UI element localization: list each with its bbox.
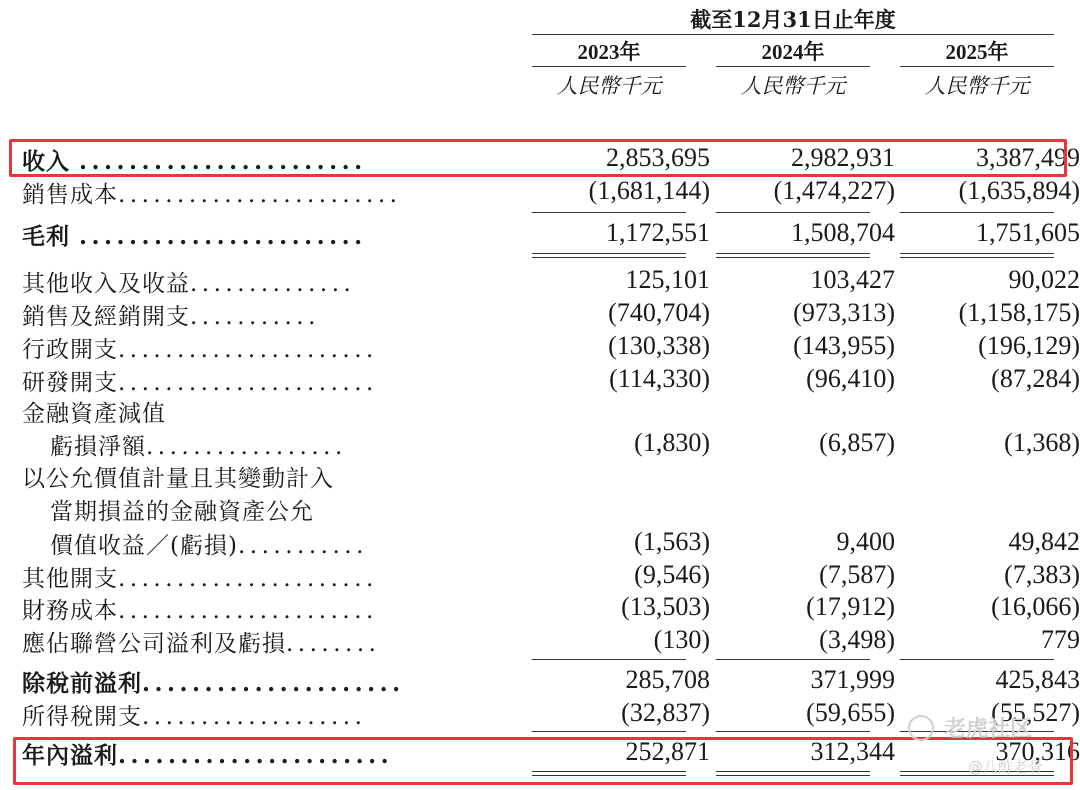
row-label: 其他開支......................	[22, 566, 378, 592]
subtotal-rule	[532, 212, 686, 213]
highlight-box-revenue	[9, 139, 1067, 177]
row-finance-costs	[22, 592, 1080, 624]
value-2023: (32,837)	[621, 698, 710, 727]
value-2025: (1,635,894)	[958, 176, 1080, 205]
subtotal-rule	[900, 659, 1054, 660]
value-2024: 312,344	[810, 737, 895, 766]
unit-label: 人民幣千元	[556, 74, 662, 98]
row-label: 金融資產減值	[22, 401, 166, 427]
year-2025: 2025年	[945, 40, 1009, 64]
row-profit-before-tax	[22, 665, 1080, 697]
period-title: 截至12月31日止年度	[690, 7, 896, 32]
value-2025: (1,158,175)	[958, 298, 1080, 327]
value-2023: 1,172,551	[606, 218, 710, 247]
value-2025: 90,022	[1008, 265, 1080, 294]
value-2024: (7,587)	[819, 560, 895, 589]
row-label: 銷售成本........................	[22, 182, 402, 208]
row-label: 收入 .......................	[22, 148, 367, 175]
row-label: 財務成本......................	[22, 598, 378, 624]
year-2023: 2023年	[577, 40, 641, 64]
row-other-expenses	[22, 560, 1080, 592]
value-2025: (196,129)	[978, 331, 1080, 360]
unit-label: 人民幣千元	[924, 74, 1030, 98]
highlight-box-profit	[13, 737, 1073, 785]
value-2024: (59,655)	[806, 698, 895, 727]
value-2025: 49,842	[1008, 527, 1080, 556]
value-2024: (3,498)	[819, 625, 895, 654]
row-label: 虧損淨額.................	[50, 434, 347, 460]
value-2024: (96,410)	[806, 364, 895, 393]
row-label: 毛利 .......................	[22, 223, 367, 250]
value-2023: 285,708	[625, 665, 710, 694]
year-rule-1	[532, 66, 686, 67]
row-label: 應佔聯營公司溢利及虧損........	[22, 631, 381, 657]
value-2024: 371,999	[810, 665, 895, 694]
unit-label: 人民幣千元	[740, 74, 846, 98]
subtotal-rule	[532, 659, 686, 660]
value-2024: 103,427	[810, 265, 895, 294]
value-2024: 2,982,931	[791, 143, 895, 172]
row-label: 所得稅開支...................	[22, 704, 367, 730]
subtotal-rule	[716, 212, 870, 213]
row-label: 當期損益的金融資產公允	[50, 499, 314, 525]
row-impairment-losses	[22, 428, 1080, 460]
row-selling-expenses	[22, 298, 1080, 330]
year-rule-3	[900, 66, 1054, 67]
value-2024: (973,313)	[793, 298, 895, 327]
value-2023: (9,546)	[634, 560, 710, 589]
value-2025: 1,751,605	[976, 218, 1080, 247]
row-gross-profit	[22, 218, 1080, 250]
value-2024: (6,857)	[819, 428, 895, 457]
double-rule	[532, 253, 686, 258]
row-label: 價值收益／(虧損)...........	[50, 533, 368, 559]
value-2025: (7,383)	[1004, 560, 1080, 589]
watermark-brand: 老虎社区	[944, 717, 1033, 742]
value-2025: 779	[1041, 625, 1080, 654]
value-2025: (55,527)	[991, 698, 1080, 727]
value-2025: 370,316	[995, 737, 1080, 766]
year-rule-2	[716, 66, 870, 67]
row-label: 銷售及經銷開支...........	[22, 304, 320, 330]
value-2024: 1,508,704	[791, 218, 895, 247]
subtotal-rule	[900, 212, 1054, 213]
value-2025: 425,843	[995, 665, 1080, 694]
row-label: 以公允價值計量且其變動計入	[22, 466, 334, 492]
double-rule	[900, 253, 1054, 258]
watermark-author: @八酢老骨	[968, 758, 1044, 776]
value-2023: (130)	[653, 625, 710, 654]
value-2023: (13,503)	[621, 592, 710, 621]
row-fvtpl-heading-1	[22, 460, 1070, 490]
row-admin-expenses	[22, 331, 1080, 363]
row-impairment-heading	[22, 395, 1070, 425]
value-2023: (130,338)	[608, 331, 710, 360]
value-2023: (1,563)	[634, 527, 710, 556]
value-2024: (17,912)	[806, 592, 895, 621]
row-label: 行政開支......................	[22, 337, 378, 363]
row-label: 研發開支......................	[22, 370, 378, 396]
row-other-income	[22, 265, 1080, 297]
row-share-of-associates	[22, 625, 1080, 657]
value-2023: 2,853,695	[606, 143, 710, 172]
value-2025: (16,066)	[991, 592, 1080, 621]
header-rule	[532, 34, 1054, 35]
row-label: 年內溢利......................	[22, 742, 394, 769]
value-2024: 9,400	[836, 527, 895, 556]
subtotal-rule	[716, 731, 870, 732]
row-cost-of-sales	[22, 176, 1080, 208]
row-label: 除稅前溢利.....................	[22, 670, 405, 697]
value-2023: (740,704)	[608, 298, 710, 327]
value-2023: 252,871	[625, 737, 710, 766]
row-rd-expenses	[22, 364, 1080, 396]
subtotal-rule	[716, 659, 870, 660]
year-2024: 2024年	[761, 40, 825, 64]
row-fvtpl-gains	[22, 527, 1080, 559]
value-2023: (114,330)	[609, 364, 710, 393]
value-2023: (1,830)	[634, 428, 710, 457]
value-2025: 3,387,499	[976, 143, 1080, 172]
value-2023: 125,101	[625, 265, 710, 294]
value-2023: (1,681,144)	[588, 176, 710, 205]
double-rule	[716, 253, 870, 258]
value-2024: (1,474,227)	[773, 176, 895, 205]
value-2024: (143,955)	[793, 331, 895, 360]
value-2025: (87,284)	[991, 364, 1080, 393]
subtotal-rule	[532, 731, 686, 732]
row-fvtpl-heading-2	[22, 493, 1070, 523]
value-2025: (1,368)	[1004, 428, 1080, 457]
row-label: 其他收入及收益..............	[22, 271, 356, 297]
watermark-logo-icon	[908, 715, 934, 741]
